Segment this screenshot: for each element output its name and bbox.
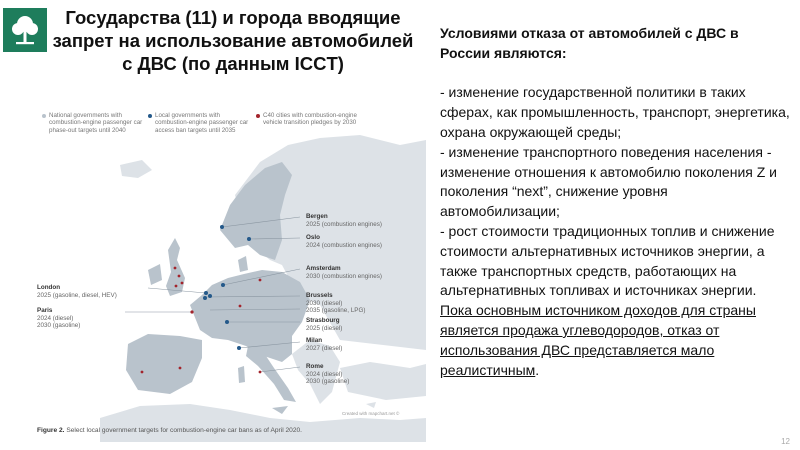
city-label-london: [37, 284, 117, 299]
conclusion: [440, 301, 790, 380]
city-target: 2030 (gasoline): [306, 378, 350, 386]
city-name: Amsterdam: [306, 265, 341, 272]
city-name: London: [37, 284, 61, 291]
legend-marker: [256, 114, 260, 118]
city-name: Brussels: [306, 292, 333, 299]
legend-marker: [42, 114, 46, 118]
condition-item: - изменение транспортного поведения населения - изменение отношения к автомобилю поколения Z и поколения “next”, снижение уровня автомобилизации;: [440, 143, 777, 220]
slide-title: Государства (11) и города вводящие запрет на использование автомобилей с ДВС (по данным ICCT): [52, 7, 414, 74]
city-target: 2025 (diesel): [306, 324, 343, 332]
city-target: 2030 (combustion engines): [306, 272, 382, 280]
city-name: Milan: [306, 337, 323, 344]
city-label-amsterdam: [306, 265, 382, 280]
legend-text: National governments with combustion-engine passenger car phase-out targets until 2040: [49, 112, 143, 134]
city-target: 2024 (combustion engines): [306, 241, 382, 249]
city-target: 2030 (diesel): [306, 299, 343, 307]
city-target: 2025 (combustion engines): [306, 220, 382, 228]
spacer: [440, 64, 790, 84]
city-label-rome: [306, 363, 349, 386]
city-name: Rome: [306, 363, 324, 370]
city-target: 2025 (gasoline, diesel, HEV): [37, 291, 117, 299]
conditions-text-block: [440, 24, 790, 380]
city-label-bergen: [306, 213, 382, 228]
map-credit: Created with mapchart.net ©: [342, 411, 400, 416]
city-label-paris: [37, 307, 80, 330]
city-target: 2030 (gasoline): [37, 322, 81, 330]
city-name: Oslo: [306, 234, 320, 241]
city-name: Paris: [37, 307, 53, 314]
city-label-oslo: [306, 234, 382, 249]
city-target: 2024 (diesel): [306, 370, 343, 378]
legend-text: C40 cities with combustion-engine vehicle transition pledges by 2030: [263, 112, 357, 127]
caption-label: Figure 2.: [37, 427, 65, 434]
caption-text: Select local government targets for combustion-engine car bans as of April 2020.: [64, 427, 302, 434]
conclusion-period: .: [535, 361, 540, 378]
city-name: Bergen: [306, 213, 328, 220]
legend-marker: [148, 114, 152, 118]
condition-item: - изменение государственной политики в таких сферах, как промышленность, транспорт, энергетика, охрана окружающей среды;: [440, 84, 790, 140]
city-target: 2035 (gasoline, LPG): [306, 307, 366, 315]
page-number: 12: [781, 437, 790, 446]
city-name: Strasbourg: [306, 317, 340, 324]
city-label-milan: [306, 337, 342, 352]
city-label-strasbourg: [306, 317, 342, 332]
conditions-heading: Условиями отказа от автомобилей с ДВС в России являются:: [440, 25, 739, 61]
condition-item: - рост стоимости традиционных топлив и снижение стоимости альтернативных источников энергии, а также транспортных средств, работающих на альтернативных топливах и источниках энергии.: [440, 222, 775, 299]
city-label-brussels: [306, 292, 366, 315]
legend-text: Local governments with combustion-engine passenger car access ban targets until 2035: [155, 112, 249, 134]
conclusion-text: Пока основным источником доходов для страны является продажа углеводородов, отказ от использования ДВС представляется мало реалистичным: [440, 302, 756, 378]
tree-icon: [3, 8, 47, 52]
city-target: 2024 (diesel): [37, 314, 74, 322]
europe-map-figure: [30, 100, 426, 442]
figure-caption: [37, 427, 302, 434]
city-target: 2027 (diesel): [306, 344, 343, 352]
